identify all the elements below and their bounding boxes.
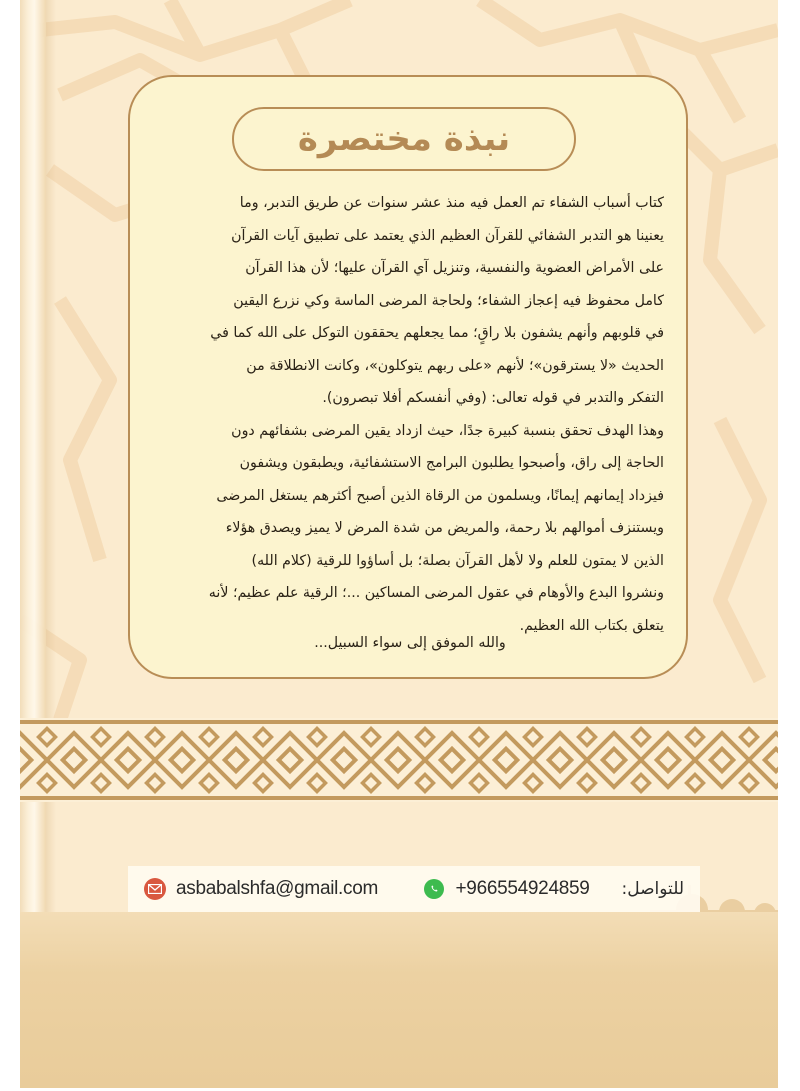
title-pill xyxy=(232,107,576,171)
lower-cover-fade xyxy=(20,912,778,1088)
paragraph-line: يعنينا هو التدبر الشفائي للقرآن العظيم الذي يعتمد على تطبيق آيات القرآن xyxy=(231,227,664,244)
book-back-cover xyxy=(20,0,778,1088)
paragraph-line: ونشروا البدع والأوهام في عقول المرضى المساكين ...؛ الرقية علم عظيم؛ لأنه xyxy=(208,585,664,601)
paragraph-line: التفكر والتدبر في قوله تعالى: (وفي أنفسكم أفلا تبصرون). xyxy=(322,390,664,406)
diamond-ornament-band xyxy=(20,718,778,802)
panel-title: نبذة مختصرة xyxy=(297,119,511,159)
paragraph-line: يتعلق بكتاب الله العظيم. xyxy=(519,617,664,634)
paragraph-line: ويستنزف أموالهم بلا رحمة، والمريض من شدة المرض لا يميز ويصدق هؤلاء xyxy=(225,520,664,536)
paragraph-line: فيزداد إيمانهم إيمانًا، ويسلمون من الرقاة الذين أصبح أكثرهم يستغل المرضى xyxy=(216,487,664,504)
summary-paragraph xyxy=(156,187,664,642)
paragraph-line: الذين لا يمتون للعلم ولا لأهل القرآن بصلة؛ بل أساؤوا للرقية (كلام الله) xyxy=(251,552,664,569)
contact-email[interactable]: asbabalshfa@gmail.com xyxy=(176,878,379,899)
paragraph-line: الحاجة إلى راق، وأصبحوا يطلبون البرامج الاستشفائية، ويطبقون ويشفون xyxy=(239,455,664,471)
paragraph-line: الحديث «لا يسترقون»؛ لأنهم «على ربهم يتوكلون»، وكانت الانطلاقة من xyxy=(246,357,664,374)
paragraph-line: كامل محفوظ فيه إعجاز الشفاء؛ ولحاجة المرضى الماسة وكي نزرع اليقين xyxy=(233,292,664,309)
envelope-icon xyxy=(144,878,166,900)
paragraph-line: وهذا الهدف تحقق بنسبة كبيرة جدًا، حيث ازداد يقين المرضى بشفائهم دون xyxy=(231,422,664,439)
contact-label: للتواصل: xyxy=(621,879,684,899)
contact-strip xyxy=(128,866,700,912)
closing-line: والله الموفق إلى سواء السبيل... xyxy=(314,635,506,651)
contact-phone[interactable]: +966554924859 xyxy=(455,878,590,899)
paragraph-line: على الأمراض العضوية والنفسية، وتنزيل آي القرآن عليها؛ لأن هذا القرآن xyxy=(245,260,664,276)
whatsapp-icon xyxy=(424,879,444,899)
paragraph-line: كتاب أسباب الشفاء تم العمل فيه منذ عشر سنوات عن طريق التدبر، وما xyxy=(239,195,664,211)
summary-panel xyxy=(128,75,688,679)
paragraph-line: في قلوبهم وأنهم يشفون بلا راقٍ؛ مما يجعلهم يحققون التوكل على الله كما في xyxy=(210,325,664,341)
